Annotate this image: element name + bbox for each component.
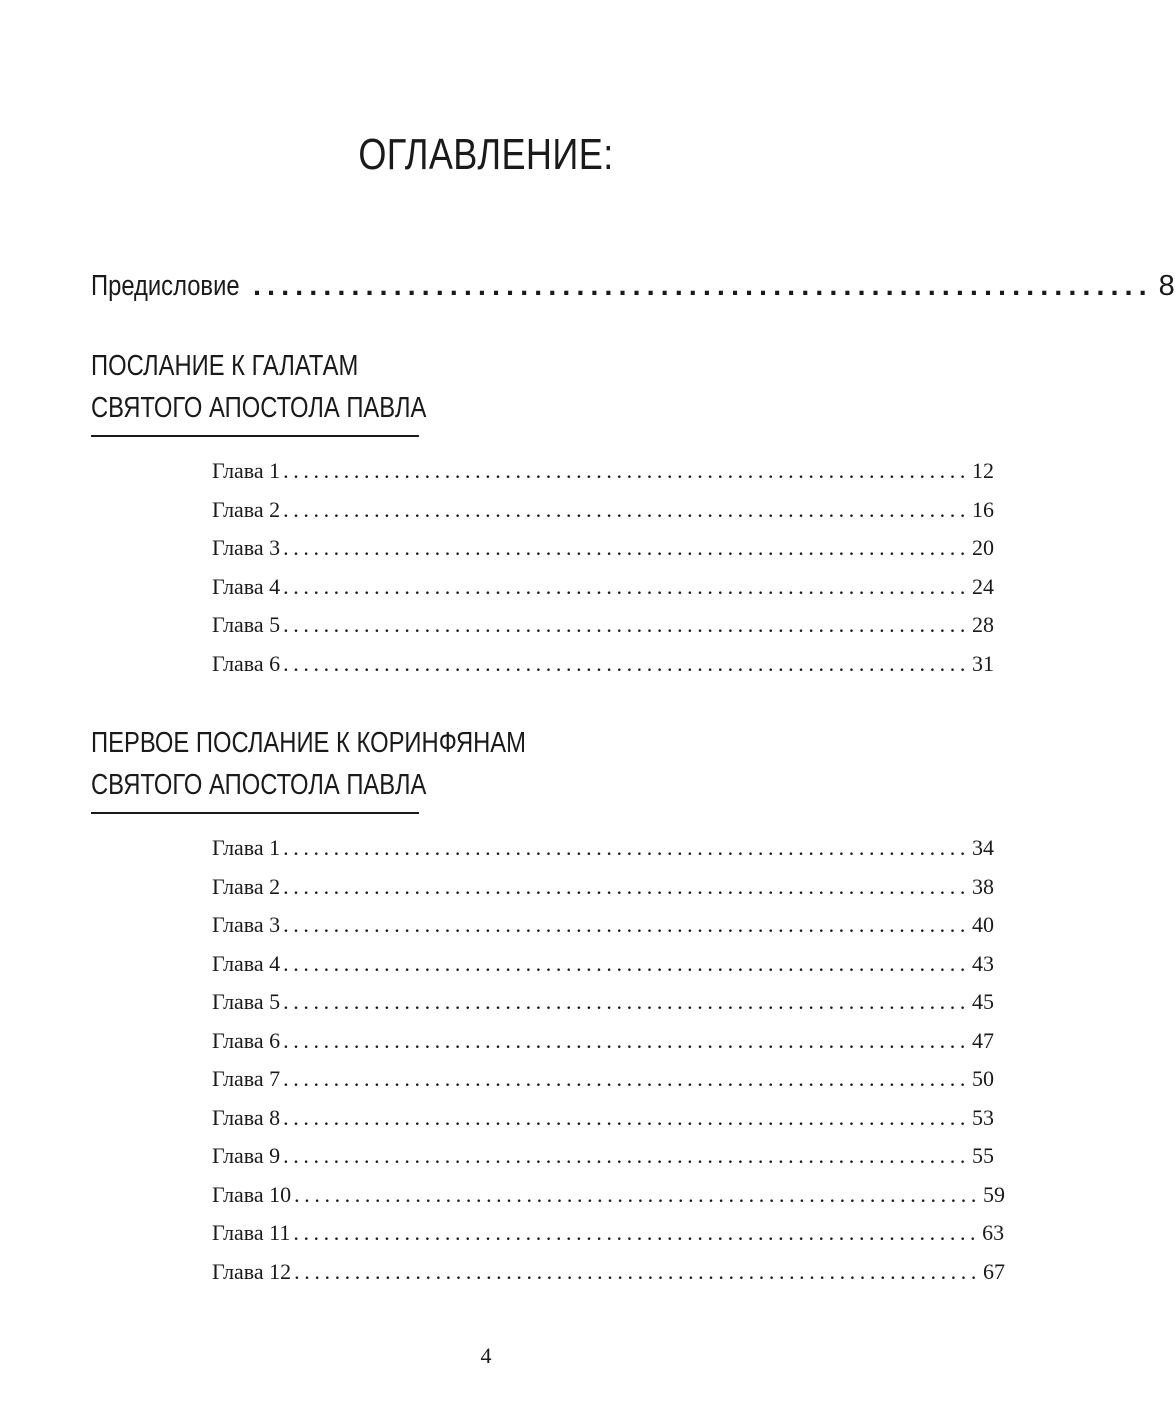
chapter-page: 43 [971,950,994,976]
dot-leader: .................................................................... [283,1066,970,1091]
chapter-label: Глава 6 [212,1027,281,1053]
chapter-label: Глава 12 [212,1258,292,1284]
toc-entry-chapter[interactable] [212,1143,994,1182]
toc-entry-label: Предисловие [91,270,240,302]
chapter-page: 28 [971,612,994,637]
chapter-label: Глава 6 [212,650,281,676]
toc-entry-chapter[interactable] [212,912,994,951]
chapter-page: 47 [971,1027,994,1053]
toc-entry-chapter[interactable] [212,989,994,1028]
dot-leader: .................................................................... [283,573,970,599]
dot-leader: .................................................................... [283,1027,970,1053]
dot-leader: .................................................................... [283,535,970,560]
section-heading-galatians [91,345,427,437]
toc-entry-chapter[interactable] [212,1220,1005,1259]
chapter-page: 12 [971,458,994,483]
dot-leader: .................................................................... [283,873,970,899]
chapter-label: Глава 1 [212,458,281,483]
page-title: ОГЛАВЛЕНИЕ: [358,130,614,179]
chapter-page: 34 [971,835,994,860]
dot-leader: .................................................................... [283,1104,970,1130]
chapter-page: 67 [982,1258,1005,1284]
dot-leader: .................................................................... [283,989,970,1014]
chapter-label: Глава 10 [212,1181,292,1207]
toc-entry-page: 8 [1158,270,1175,302]
dot-leader: .................................................................... [283,950,970,976]
toc-entry-chapter[interactable] [212,612,994,651]
chapter-label: Глава 7 [212,1066,281,1091]
chapter-page: 55 [971,1143,994,1168]
toc-entry-chapter[interactable] [212,535,994,574]
section-heading-line: СВЯТОГО АПОСТОЛА ПАВЛА [91,392,427,424]
toc-entry-chapter[interactable] [212,1258,1005,1298]
dot-leader: .................................................................... [283,458,970,483]
chapter-label: Глава 3 [212,912,281,937]
chapter-label: Глава 9 [212,1143,281,1168]
section-heading-line: ПЕРВОЕ ПОСЛАНИЕ К КОРИНФЯНАМ [91,727,526,759]
toc-entry-chapter[interactable] [212,1027,994,1067]
chapter-label: Глава 4 [212,573,281,599]
toc-entry-chapter[interactable] [212,573,994,613]
chapter-label: Глава 8 [212,1104,281,1130]
chapter-page: 59 [982,1181,1005,1207]
dot-leader: .................................................................... [293,1220,981,1245]
chapter-page: 53 [971,1104,994,1130]
chapter-page: 45 [971,989,994,1014]
toc-entry-chapter[interactable] [212,1104,994,1144]
toc-entry-chapter[interactable] [212,1181,1005,1221]
chapter-label: Глава 2 [212,496,281,522]
chapter-page: 20 [971,535,994,560]
dot-leader: .................................................................... [283,650,970,676]
chapter-page: 38 [971,873,994,899]
toc-entry-chapter[interactable] [212,650,994,690]
dot-leader: .................................................................... [283,1143,970,1168]
toc-entry-chapter[interactable] [212,496,994,536]
chapter-list-galatians [212,458,994,689]
dot-leader: .................................................................... [283,612,970,637]
chapter-list-corinthians [212,835,1005,1297]
dot-leader: .................................................................... [283,835,970,860]
chapter-label: Глава 5 [212,612,281,637]
toc-entry-chapter[interactable] [212,1066,994,1105]
chapter-label: Глава 3 [212,535,281,560]
toc-entry-chapter[interactable] [212,950,994,990]
toc-entry-chapter[interactable] [212,458,994,497]
chapter-label: Глава 1 [212,835,281,860]
chapter-page: 31 [971,650,994,676]
chapter-label: Глава 2 [212,873,281,899]
dot-leader: ................................................................ [253,270,1153,302]
chapter-page: 16 [971,496,994,522]
toc-entry-chapter[interactable] [212,873,994,913]
chapter-label: Глава 11 [212,1220,291,1245]
toc-entry-chapter[interactable] [212,835,994,874]
dot-leader: .................................................................... [294,1181,981,1207]
page-number: 4 [480,1343,492,1368]
chapter-page: 50 [971,1066,994,1091]
dot-leader: .................................................................... [294,1258,981,1284]
section-heading-line: ПОСЛАНИЕ К ГАЛАТАМ [91,350,359,382]
chapter-label: Глава 4 [212,950,281,976]
dot-leader: .................................................................... [283,496,970,522]
toc-entry-preface[interactable] [91,270,1175,303]
dot-leader: .................................................................... [283,912,970,937]
section-heading-corinthians [91,722,526,814]
chapter-label: Глава 5 [212,989,281,1014]
chapter-page: 24 [971,573,994,599]
chapter-page: 40 [971,912,994,937]
section-heading-line: СВЯТОГО АПОСТОЛА ПАВЛА [91,769,427,801]
chapter-page: 63 [982,1220,1005,1245]
